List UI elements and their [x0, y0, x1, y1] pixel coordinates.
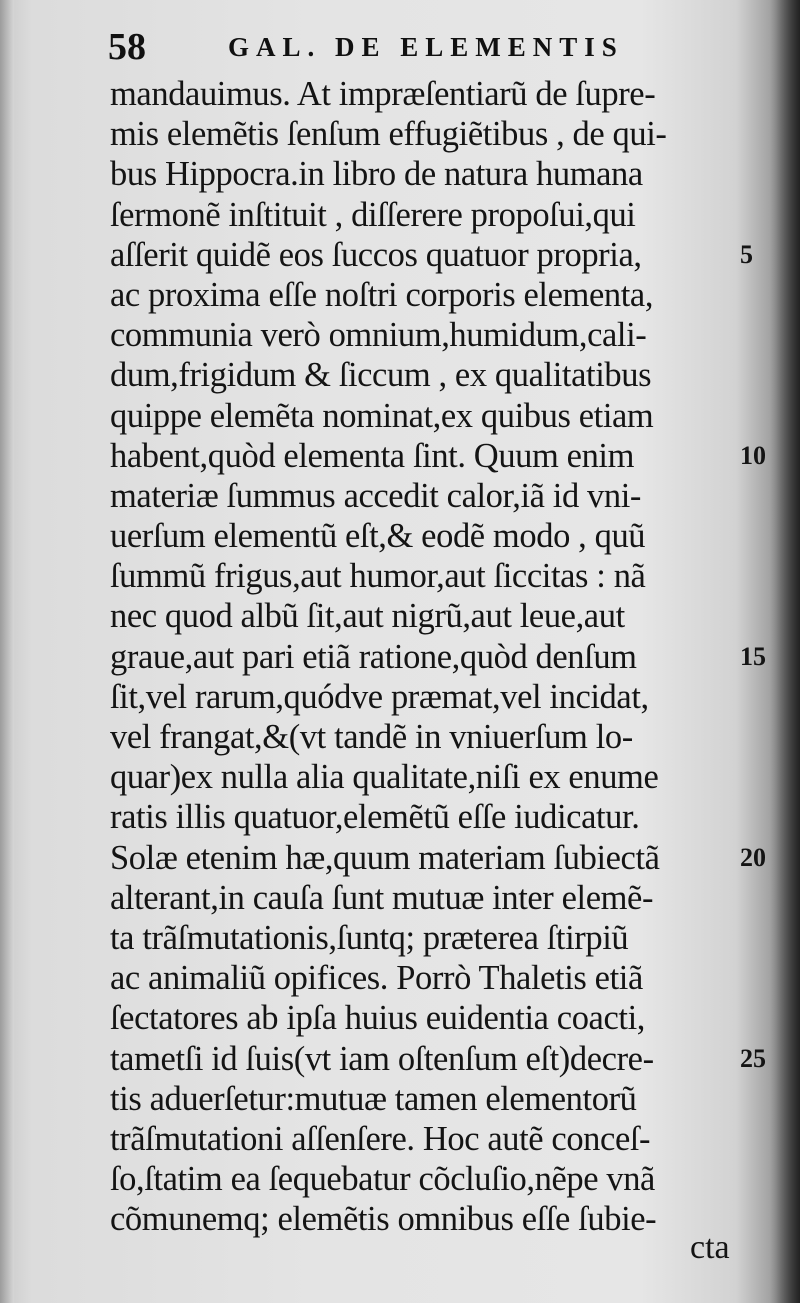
text-line: graue,aut pari etiã ratione,quòd denſum [110, 637, 637, 676]
page-gutter-shadow [770, 0, 800, 1303]
body-text [110, 74, 738, 1239]
margin-line-number: 25 [740, 1043, 766, 1073]
text-line: ac proxima eſſe noſtri corporis elementa, [110, 275, 654, 314]
text-line: ſo,ſtatim ea ſequebatur cõcluſio,nẽpe vnã [110, 1160, 655, 1199]
text-line: ſummũ frigus,aut humor,aut ſiccitas : nã [110, 557, 646, 596]
text-line: tis aduerſetur:mutuæ tamen elementorũ [110, 1079, 637, 1118]
text-line: mandauimus. At impræſentiarũ de ſupre- [110, 75, 656, 113]
text-line: habent,quòd elementa ſint. Quum enim [110, 436, 635, 475]
catchword: cta [690, 1229, 730, 1266]
margin-line-number: 5 [740, 239, 753, 269]
margin-line-number: 15 [740, 641, 766, 671]
text-line: uerſum elementũ eſt,& eodẽ modo , quũ [110, 517, 646, 556]
text-line: materiæ ſummus accedit calor,iã id vni- [110, 476, 642, 515]
text-line: nec quod albũ ſit,aut nigrũ,aut leue,aut [110, 597, 625, 636]
text-line: communia verò omnium,humidum,cali- [110, 316, 647, 355]
text-line: ratis illis quatuor,elemẽtũ eſſe iudicatur. [110, 798, 640, 837]
text-line: cõmunemq; elemẽtis omnibus eſſe ſubie- [110, 1200, 657, 1239]
running-head: GAL. DE ELEMENTIS [228, 32, 624, 62]
margin-line-number: 20 [740, 842, 766, 872]
text-line: mis elemẽtis ſenſum effugiẽtibus , de qui- [110, 115, 667, 154]
text-line: dum,frigidum & ſiccum , ex qualitatibus [110, 356, 652, 395]
text-line: ſit,vel rarum,quódve præmat,vel incidat, [110, 677, 649, 716]
text-line: vel frangat,&(vt tandẽ in vniuerſum lo- [110, 718, 633, 756]
text-line: bus Hippocra.in libro de natura humana [110, 155, 643, 194]
page-left-edge [0, 0, 14, 1303]
text-line: ac animaliũ opifices. Porrò Thaletis etiã [110, 959, 643, 998]
text-line: ſermonẽ inſtituit , diſſerere propoſui,qui [110, 195, 636, 234]
text-line: quar)ex nulla alia qualitate,niſi ex enume [110, 758, 659, 797]
text-line: trãſmutationi aſſenſere. Hoc autẽ conceſ- [110, 1119, 651, 1158]
text-line: Solæ etenim hæ,quum materiam ſubiectã [110, 838, 660, 877]
text-line: alterant,in cauſa ſunt mutuæ inter elemẽ- [110, 878, 654, 917]
page-number: 58 [108, 26, 146, 68]
text-line: ta trãſmutationis,ſuntq; præterea ſtirpiũ [110, 918, 629, 957]
text-line: tametſi id ſuis(vt iam oſtenſum eſt)decre- [110, 1039, 654, 1078]
margin-line-number: 10 [740, 440, 766, 470]
page-header [108, 22, 668, 72]
text-line: aſſerit quidẽ eos ſuccos quatuor propria, [110, 235, 642, 274]
text-line: quippe elemẽta nominat,ex quibus etiam [110, 396, 654, 435]
text-line: ſectatores ab ipſa huius euidentia coacti, [110, 999, 645, 1038]
